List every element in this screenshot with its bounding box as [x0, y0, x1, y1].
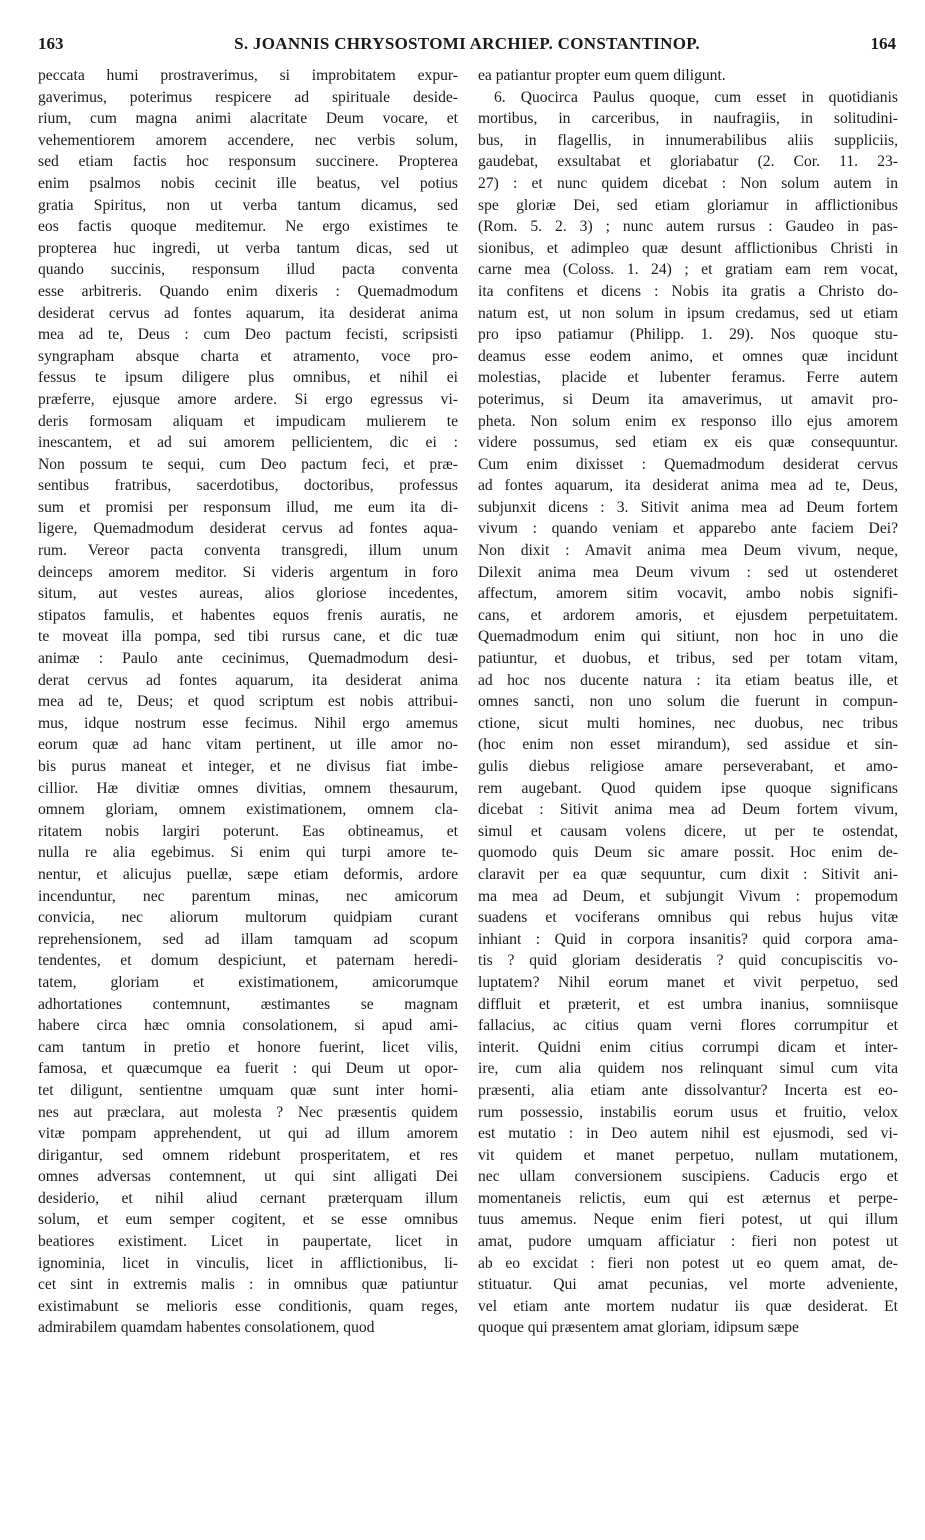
text-line: tuus amemus. Neque enim fieri potest, ut qui illum: [478, 1211, 898, 1229]
text-line: deris formosam aliquam et impudicam mulierem te: [38, 412, 458, 430]
text-line: Dilexit anima mea Deum vivum : sed ut ostenderet: [478, 563, 898, 581]
text-line: fessus te ipsum diligere plus omnibus, et nihil ei: [38, 369, 458, 387]
text-line: 27) : et nunc quidem dicebat : Non solum autem in: [478, 174, 898, 192]
text-line: Non dixit : Amavit anima mea Deum vivum, neque,: [478, 542, 898, 560]
text-line: incenduntur, nec parentum minas, nec amicorum: [38, 887, 458, 905]
text-line: dicebat : Sitivit anima mea ad Deum fortem vivum,: [478, 801, 898, 819]
text-line: ligere, Quemadmodum desiderat cervus ad fontes aqua-: [38, 520, 458, 538]
text-line: ita confitens et dicens : Nobis ita gratis a Christo do-: [478, 282, 898, 300]
text-line: ab eo excidat : fieri non potest ut eo quem amat, de-: [478, 1254, 898, 1272]
text-line: deinceps amorem meditor. Si videris argentum in foro: [38, 563, 458, 581]
text-line: subjunxit dicens : 3. Sitivit anima mea ad Deum fortem: [478, 498, 898, 516]
text-line: momentaneis relictis, eum qui est æternus et perpe-: [478, 1189, 898, 1207]
text-line: gaverimus, poterimus respicere ad spirituale deside-: [38, 88, 458, 106]
text-line: molestias, placide et lubenter feramus. Ferre autem: [478, 369, 898, 387]
text-line: 6. Quocirca Paulus quoque, cum esset in quotidianis: [494, 88, 898, 106]
text-line: te moveat illa pompa, sed tibi rursus cane, et dic tuæ: [38, 628, 458, 646]
text-line: syngrapham absque charta et atramento, voce pro-: [38, 347, 458, 365]
text-line: inescantem, et ad sui amorem pellicientem, dic ei :: [38, 434, 458, 452]
text-line: ctione, sicut multi homines, nec duobus, nec tribus: [478, 714, 898, 732]
text-line: situm, aut vestes aureas, alios gloriose incedentes,: [38, 585, 458, 603]
text-line: cans, et ardorem amoris, et ejusdem perpetuitatem.: [478, 606, 898, 624]
text-line: gulis diebus religiose amare perseverabant, et amo-: [478, 758, 898, 775]
text-line: mus, idque nostrum esse fecimus. Nihil ergo amemus: [38, 714, 458, 732]
text-line: quoque qui præsentem amat gloriam, idipsum sæpe: [478, 1319, 799, 1337]
text-line: ritatem nobis largiri poterunt. Eas obtineamus, et: [38, 822, 458, 840]
text-line: cet sint in extremis malis : in omnibus quæ patiuntur: [38, 1276, 458, 1294]
text-line: Non possum te sequi, cum Deo pactum feci, et præ-: [38, 455, 458, 473]
text-line: ma mea ad Deum, et subjungit Vivum : propemodum: [478, 887, 898, 905]
text-line: stipatos famulis, et habentes equos frenis auratis, ne: [38, 606, 458, 624]
text-line: est mutatio : in Deo autem nihil est ejusmodi, sed vi-: [478, 1125, 898, 1143]
text-line: bus, in flagellis, in innumerabilibus aliis suppliciis,: [478, 131, 898, 149]
text-line: tet diligunt, sentientne umquam quæ sunt inter homi-: [38, 1081, 458, 1099]
text-line: carne mea (Coloss. 1. 24) ; et gratiam eam rem vocat,: [478, 261, 898, 279]
text-line: solum, et eum semper cogitent, et se esse omnibus: [38, 1211, 458, 1229]
text-line: amat, pudore umquam afficiatur : fieri non potest ut: [478, 1233, 898, 1251]
text-line: tatem, gloriam et existimationem, amicorumque: [38, 973, 458, 991]
text-line: natum est, ut non solum in ipsum credamus, sed ut etiam: [478, 304, 898, 322]
text-line: omnes adversas contemnent, ut qui sint alligati Dei: [38, 1168, 458, 1186]
text-line: (Rom. 5. 2. 3) ; nunc autem rursus : Gaudeo in pas-: [478, 218, 898, 236]
text-line: reprehensionem, sed ad illam tamquam ad scopum: [38, 930, 458, 948]
text-line: existimabunt se melioris esse conditionis, quam reges,: [38, 1297, 458, 1315]
text-line: rium, cum magna animi alacritate Deum vocare, et: [38, 110, 458, 128]
text-line: quomodo quis Deum sic amare possit. Hoc enim de-: [478, 844, 898, 862]
text-line: tis ? quid gloriam desideratis ? quid concupiscitis vo-: [478, 952, 898, 970]
text-line: derat cervus ad fontes aquarum, ita desiderat anima: [38, 671, 458, 689]
text-line: omnes sancti, non uno solum die fuerunt in compun-: [478, 693, 898, 711]
text-line: ad hoc nos ducente natura : ita etiam beatus ille, et: [478, 671, 898, 689]
text-line: bis purus maneat et integer, et ne divisus fiat imbe-: [38, 758, 458, 775]
text-line: sentibus fratribus, sacerdotibus, doctoribus, professus: [38, 477, 458, 495]
text-line: ea patiantur propter eum quem diligunt.: [478, 67, 726, 84]
text-line: animæ : Paulo ante cecinimus, Quemadmodum desi-: [38, 650, 458, 668]
right-column: [478, 65, 898, 1339]
text-line: claravit per ea quæ sequuntur, cum dixit : Sitivit ani-: [478, 865, 898, 883]
text-line: propterea huc ingredi, ut verba tantum dicas, sed ut: [38, 239, 458, 257]
text-line: stituatur. Qui amat pecunias, vel morte adveniente,: [478, 1276, 898, 1294]
text-line: ad fontes aquarum, ita desiderat anima mea ad te, Deus,: [478, 477, 898, 495]
text-line: videre possumus, sed etiam ex eis quæ consequuntur.: [478, 434, 898, 452]
left-column: [38, 65, 458, 1339]
text-line: sionibus, et adimpleo quæ desunt afflictionibus Christi in: [478, 239, 898, 257]
text-line: beatiores existiment. Licet in paupertate, licet in: [38, 1233, 458, 1251]
text-line: esse arbitreris. Quando enim dixeris : Quemadmodum: [38, 282, 458, 300]
text-line: spe gloriæ Dei, sed etiam gloriamur in afflictionibus: [478, 196, 898, 214]
text-line: admirabilem quamdam habentes consolationem, quod: [38, 1319, 375, 1337]
text-line: famosa, et quæcumque ea fuerit : qui Deum ut opor-: [38, 1060, 458, 1078]
text-line: eorum quæ ad hanc vitam pertinent, ut ille amor no-: [38, 736, 458, 754]
text-line: peccata humi prostraverimus, si improbitatem expur-: [38, 67, 458, 84]
text-line: dirigantur, sed omnem ridebunt prosperitatem, et res: [38, 1146, 458, 1164]
text-line: desiderat cervus ad fontes aquarum, ita desiderat anima: [38, 304, 458, 322]
text-line: desiderio, et nihil aliud cernant præterquam illum: [38, 1189, 458, 1207]
text-line: fallacius, ac citius quam verni flores corrumpitur et: [478, 1017, 898, 1035]
text-line: rem augebant. Quod quidem ipse quoque significans: [478, 779, 898, 797]
text-line: sum et promisi per responsum illud, me eum ita di-: [38, 498, 458, 516]
text-line: convicia, nec aliorum multorum quidpiam curant: [38, 909, 458, 927]
text-line: suadens et vociferans omnibus qui rebus hujus vitæ: [478, 909, 898, 927]
text-line: simul et causam volens dicere, ut per te ostendat,: [478, 822, 898, 840]
text-line: interit. Quidni enim citius corrumpi dicam et inter-: [478, 1038, 898, 1056]
text-line: vehementiorem amorem accendere, nec verbis solum,: [38, 131, 458, 149]
text-line: nentur, et alicujus puellæ, sæpe etiam deformis, ardore: [38, 865, 458, 883]
text-line: vel etiam ante mortem nudatur iis quæ desiderat. Et: [478, 1297, 898, 1315]
text-line: rum possessio, instabilis eorum usus et fruitio, velox: [478, 1103, 898, 1121]
text-line: cillior. Hæ divitiæ omnes divitias, omnem thesaurum,: [38, 779, 458, 797]
text-line: præferre, ejusque amore ardere. Si ergo egressus vi-: [38, 390, 458, 408]
text-line: inhiant : Quid in corpora insanitis? quid corpora ama-: [478, 930, 898, 948]
text-line: pheta. Non solum enim ex responso illo ejus amorem: [478, 412, 898, 430]
text-line: Cum enim dixisset : Quemadmodum desiderat cervus: [478, 455, 898, 473]
text-line: quando succinis, responsum illud pacta conventa: [38, 261, 458, 279]
text-line: tendentes, et domum despiciunt, et paternam heredi-: [38, 952, 458, 970]
page-header: [38, 34, 896, 60]
text-line: pro ipso patiamur (Philipp. 1. 29). Nos quoque stu-: [478, 326, 898, 344]
page-number-left: 163: [38, 34, 64, 53]
text-line: luptatem? Nihil eorum manet et vivit perpetuo, sed: [478, 973, 898, 991]
text-line: sed etiam factis hoc responsum succinere. Propterea: [38, 153, 458, 171]
text-line: (hoc enim non esset mirandum), sed assidue et sin-: [478, 736, 898, 754]
text-line: mea ad te, Deus : cum Deo pactum fecisti, scripsisti: [38, 326, 458, 344]
text-line: cam tantum in pretio et honore fuerint, licet vilis,: [38, 1038, 458, 1056]
text-line: nec ullam conversionem suscipiens. Caducis ergo et: [478, 1168, 898, 1186]
text-line: enim psalmos nobis cecinit ille beatus, vel potius: [38, 174, 458, 192]
text-line: mortibus, in carceribus, in naufragiis, in solitudini-: [478, 110, 898, 128]
text-line: diffluit et præterit, et est umbra inanius, somniisque: [478, 995, 898, 1013]
page-number-right: 164: [870, 34, 896, 53]
text-line: Quemadmodum enim qui sitiunt, non hoc in uno die: [478, 628, 898, 646]
text-line: præsenti, alia etiam ante dissolvantur? Incerta est eo-: [478, 1081, 898, 1099]
text-line: vitæ pompam apprehendent, ut qui ad illum amorem: [38, 1125, 458, 1143]
text-line: ignominia, licet in vinculis, licet in afflictionibus, li-: [38, 1254, 458, 1272]
text-line: gratia Spiritus, non ut verba tantum dicamus, sed: [38, 196, 458, 214]
text-line: eos factis quoque meditemur. Ne ergo existimes te: [38, 218, 458, 236]
text-line: affectum, amorem sitim vocavit, ambo nobis signifi-: [478, 585, 898, 603]
text-line: mea ad te, Deus; et quod scriptum est nobis attribui-: [38, 693, 458, 711]
text-line: gaudebat, exsultabat et gloriabatur (2. Cor. 11. 23-: [478, 153, 898, 171]
text-line: nes aut præclara, aut molesta ? Nec præsentis quidem: [38, 1103, 458, 1121]
running-title: S. JOANNIS CHRYSOSTOMI ARCHIEP. CONSTANTINOP.: [234, 34, 700, 53]
text-line: adhortationes contemnunt, æstimantes se magnam: [38, 995, 458, 1013]
text-line: vivum : quando veniam et apparebo ante faciem Dei?: [478, 520, 898, 538]
text-line: ire, cum alia quidem nos relinquant simul cum vita: [478, 1060, 898, 1078]
text-line: vit quidem et manet perpetuo, nullam mutationem,: [478, 1146, 898, 1164]
text-line: nulla re alia egebimus. Si enim qui turpi amore te-: [38, 844, 458, 862]
text-line: deamus esse eodem animo, et omnes quæ incidunt: [478, 347, 898, 365]
text-line: rum. Vereor pacta conventa transgredi, illum unum: [38, 542, 458, 560]
text-line: poterimus, si Deum ita amaverimus, ut amavit pro-: [478, 390, 898, 408]
text-line: omnem gloriam, omnem existimationem, omnem cla-: [38, 801, 458, 819]
text-line: patiuntur, et duobus, et tribus, sed per totam vitam,: [478, 650, 898, 668]
text-line: habere circa hæc omnia consolationem, si apud ami-: [38, 1017, 458, 1035]
